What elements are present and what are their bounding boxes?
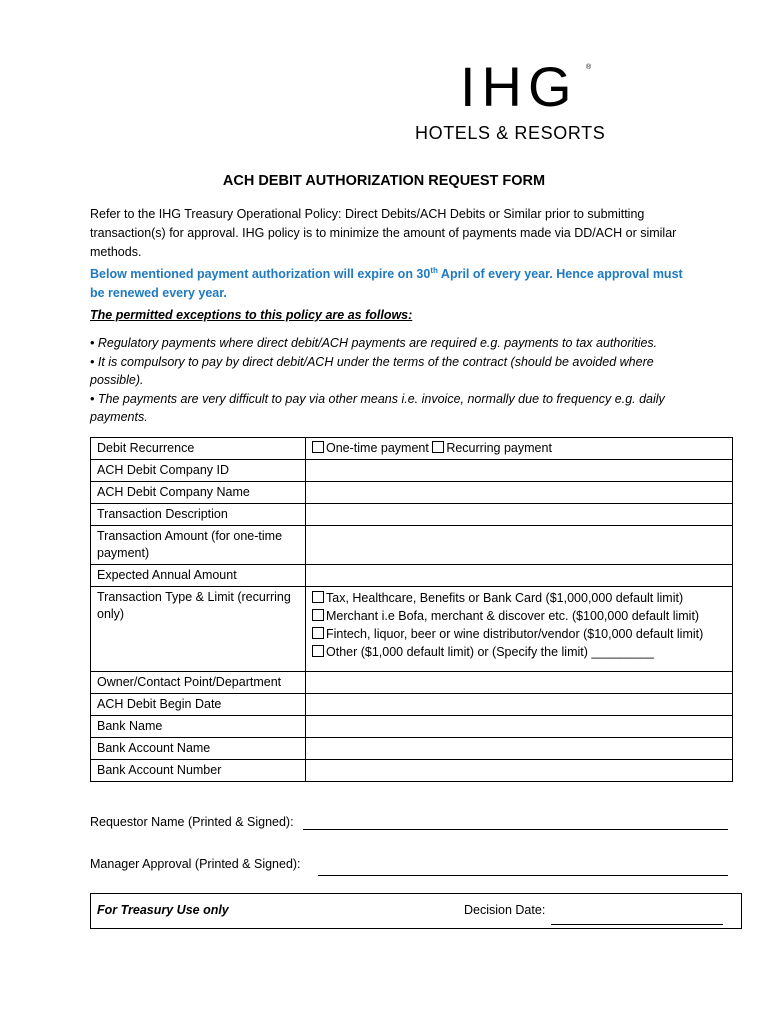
owner-field[interactable] — [306, 672, 733, 694]
tax-option-label: Tax, Healthcare, Benefits or Bank Card ($1,000,000 default limit) — [326, 591, 684, 605]
other-checkbox[interactable] — [312, 645, 324, 657]
transaction-type-option — [312, 589, 726, 607]
one-time-checkbox[interactable] — [312, 441, 324, 453]
table-row — [91, 738, 733, 760]
bank-account-name-label: Bank Account Name — [91, 738, 306, 760]
table-row — [91, 460, 733, 482]
table-row — [91, 565, 733, 587]
company-name-field[interactable] — [306, 482, 733, 504]
recurring-label: Recurring payment — [446, 441, 552, 455]
exceptions-heading: The permitted exceptions to this policy are as follows: — [90, 308, 413, 322]
table-row — [91, 716, 733, 738]
expiry-notice-end: April of every year. Hence approval must be renewed every year. — [90, 267, 683, 301]
transaction-type-cell — [306, 587, 733, 672]
exception-item: • The payments are very difficult to pay via other means i.e. invoice, normally due to frequency e.g. daily payments. — [90, 391, 665, 424]
table-row — [91, 587, 733, 672]
table-row — [91, 482, 733, 504]
table-row — [91, 694, 733, 716]
ihg-logo — [410, 55, 640, 150]
tax-checkbox[interactable] — [312, 591, 324, 603]
bank-account-number-label: Bank Account Number — [91, 760, 306, 782]
bank-account-name-field[interactable] — [306, 738, 733, 760]
treasury-label: For Treasury Use only — [97, 903, 229, 917]
merchant-option-label: Merchant i.e Bofa, merchant & discover etc. ($100,000 default limit) — [326, 609, 700, 623]
company-id-label: ACH Debit Company ID — [91, 460, 306, 482]
logo-tagline: HOTELS & RESORTS — [415, 123, 606, 143]
transaction-type-option — [312, 643, 726, 661]
expected-annual-label: Expected Annual Amount — [91, 565, 306, 587]
bank-account-number-field[interactable] — [306, 760, 733, 782]
exceptions-list — [90, 334, 690, 427]
owner-label: Owner/Contact Point/Department — [91, 672, 306, 694]
bank-name-field[interactable] — [306, 716, 733, 738]
bank-name-label: Bank Name — [91, 716, 306, 738]
decision-date-label: Decision Date: — [464, 903, 546, 917]
transaction-amount-field[interactable] — [306, 526, 733, 565]
expiry-notice — [90, 261, 690, 303]
transaction-type-label: Transaction Type & Limit (recurring only) — [91, 587, 306, 672]
expiry-notice-sup: th — [430, 266, 438, 275]
requestor-signature-line[interactable] — [303, 829, 728, 830]
intro-paragraph: Refer to the IHG Treasury Operational Policy: Direct Debits/ACH Debits or Similar prior to submitting transaction(s) for approval. IHG policy is to minimize the amount of payments made via DD/ACH or similar methods. — [90, 207, 677, 259]
table-row — [91, 760, 733, 782]
recurring-checkbox[interactable] — [432, 441, 444, 453]
manager-signature-line[interactable] — [318, 875, 728, 876]
fintech-option-label: Fintech, liquor, beer or wine distributor/vendor ($10,000 default limit) — [326, 627, 704, 641]
begin-date-label: ACH Debit Begin Date — [91, 694, 306, 716]
exception-item: • It is compulsory to pay by direct debit/ACH under the terms of the contract (should be avoided where possible). — [90, 354, 654, 387]
manager-label: Manager Approval (Printed & Signed): — [90, 857, 301, 871]
company-name-label: ACH Debit Company Name — [91, 482, 306, 504]
fintech-checkbox[interactable] — [312, 627, 324, 639]
table-row — [91, 438, 733, 460]
logo-wordmark: IHG — [460, 55, 578, 118]
one-time-label: One-time payment — [326, 441, 429, 455]
merchant-checkbox[interactable] — [312, 609, 324, 621]
expected-annual-field[interactable] — [306, 565, 733, 587]
table-row — [91, 526, 733, 565]
company-id-field[interactable] — [306, 460, 733, 482]
debit-recurrence-label: Debit Recurrence — [91, 438, 306, 460]
ach-form-table — [90, 437, 733, 782]
table-row — [91, 504, 733, 526]
transaction-description-field[interactable] — [306, 504, 733, 526]
registered-mark: ® — [586, 64, 592, 71]
transaction-description-label: Transaction Description — [91, 504, 306, 526]
table-row — [91, 672, 733, 694]
exception-item: • Regulatory payments where direct debit/ACH payments are required e.g. payments to tax authorities. — [90, 336, 658, 350]
begin-date-field[interactable] — [306, 694, 733, 716]
decision-date-line[interactable] — [551, 924, 723, 925]
form-title: ACH DEBIT AUTHORIZATION REQUEST FORM — [222, 173, 546, 189]
transaction-type-option — [312, 607, 726, 625]
other-option-label: Other ($1,000 default limit) or (Specify the limit) _________ — [326, 645, 654, 659]
expiry-notice-start: Below mentioned payment authorization will expire on 30 — [90, 267, 431, 282]
transaction-amount-label: Transaction Amount (for one-time payment) — [91, 526, 306, 565]
transaction-type-option — [312, 625, 726, 643]
requestor-label: Requestor Name (Printed & Signed): — [90, 815, 294, 829]
treasury-box — [90, 893, 742, 929]
debit-recurrence-cell — [306, 438, 733, 460]
